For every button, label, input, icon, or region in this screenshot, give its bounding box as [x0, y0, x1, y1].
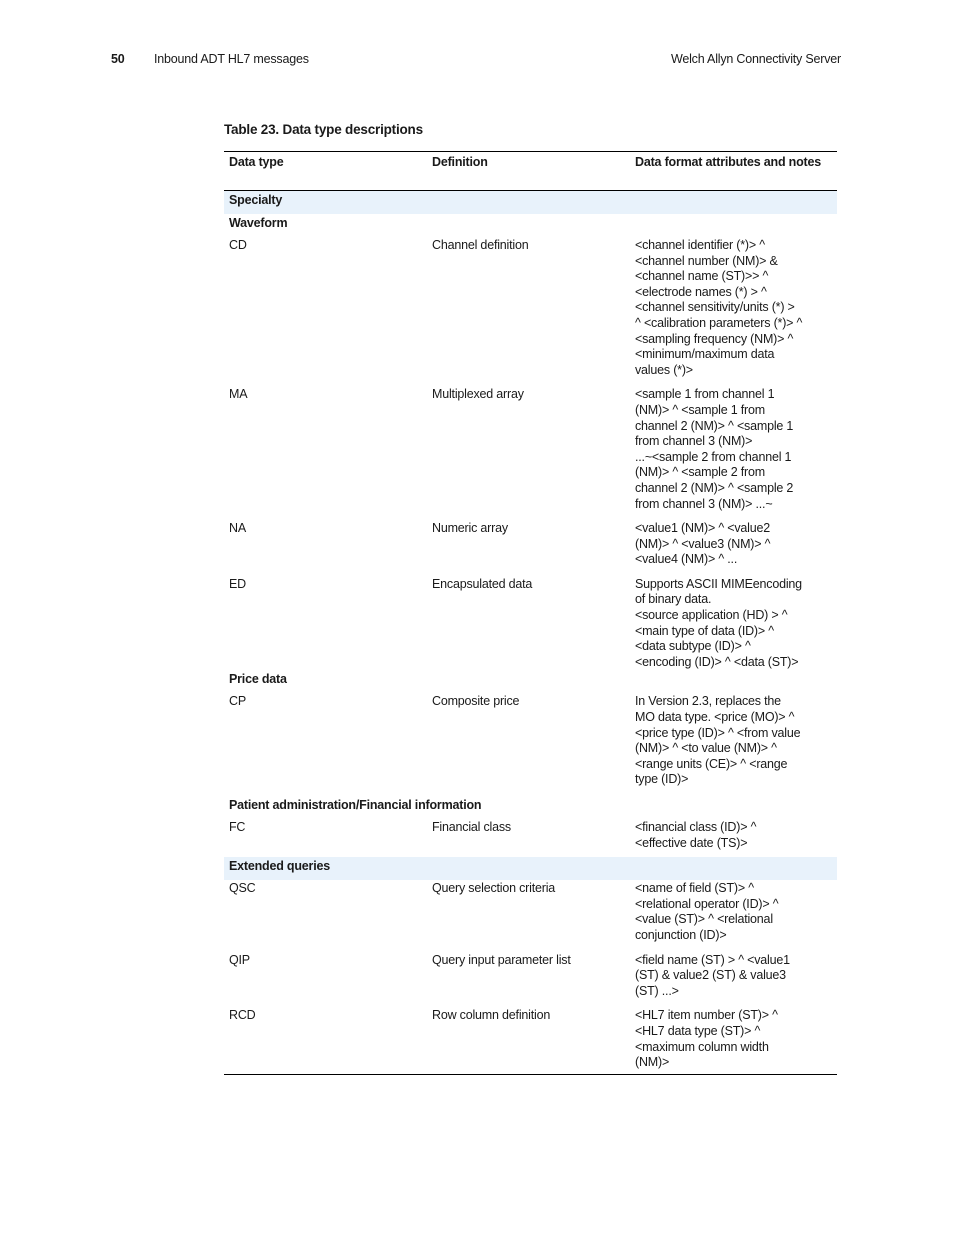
cell-type: CP — [229, 694, 246, 709]
cell-definition: Encapsulated data — [432, 576, 533, 591]
subgroup-patient-administration: Patient administration/Financial information — [229, 798, 482, 812]
cell-type: NA — [229, 521, 246, 536]
cell-notes: In Version 2.3, replaces the MO data type. <price (MO)> ^ <price type (ID)> ^ <from value (NM)> ^ <to value (NM)> ^ <range units (CE)> ^ <range type (ID)> — [635, 694, 801, 787]
cell-type: FC — [229, 820, 246, 834]
cell-definition: Query selection criteria — [432, 881, 556, 896]
column-header-data-type: Data type — [229, 155, 284, 169]
table-header-row — [224, 152, 837, 191]
group-specialty: Specialty — [224, 191, 837, 214]
cell-notes: <name of field (ST)> ^ <relational operator (ID)> ^ <value (ST)> ^ <relational conjunction (ID)> — [635, 881, 779, 942]
cell-definition: Channel definition — [432, 238, 529, 252]
cell-notes: <channel identifier (*)> ^ <channel number (NM)> & <channel name (ST)>> ^ <electrode names (*) > ^ <channel sensitivity/units (*) > ^ <calibration parameters (*)> ^ <sampling frequency (NM)> ^ <minimum/maximum data values (*)> — [635, 238, 803, 377]
section-title: Inbound ADT HL7 messages — [154, 52, 309, 66]
table-caption: Table 23. Data type descriptions — [224, 122, 423, 137]
table-row — [224, 386, 837, 520]
cell-definition: Multiplexed array — [432, 387, 524, 402]
page-number: 50 — [111, 52, 125, 66]
cell-definition: Row column definition — [432, 1008, 551, 1023]
cell-definition: Query input parameter list — [432, 952, 571, 967]
table-row — [224, 693, 837, 796]
subgroup-waveform: Waveform — [229, 216, 288, 230]
column-header-definition: Definition — [432, 155, 488, 169]
column-header-notes: Data format attributes and notes — [635, 155, 821, 169]
cell-type: QIP — [229, 952, 250, 967]
table-row — [224, 237, 837, 386]
cell-type: MA — [229, 387, 248, 402]
cell-definition: Financial class — [432, 820, 511, 834]
table-row — [224, 880, 837, 951]
cell-notes: <value1 (NM)> ^ <value2 (NM)> ^ <value3 (NM)> ^ <value4 (NM)> ^ ... — [635, 521, 771, 567]
data-type-table — [224, 151, 837, 1075]
cell-notes: <sample 1 from channel 1 (NM)> ^ <sample 1 from channel 2 (NM)> ^ <sample 1 from channel 3 (NM)> ...~<sample 2 from channel 1 (NM)> ^ <sample 2 from channel 2 (NM)> ^ <sample 2 from channel 3 (NM)> ...~ — [635, 387, 794, 511]
product-title: Welch Allyn Connectivity Server — [670, 52, 841, 66]
cell-type: ED — [229, 576, 246, 591]
table-row — [224, 952, 837, 1008]
subgroup-price-data: Price data — [229, 672, 287, 687]
cell-type: RCD — [229, 1008, 256, 1023]
cell-definition: Numeric array — [432, 521, 508, 536]
cell-notes: Supports ASCII MIMEencoding of binary data. <source application (HD) > ^ <main type of data (ID)> ^ <data subtype (ID)> ^ <encoding (ID)> ^ <data (ST)> — [635, 576, 802, 669]
table-row — [224, 1007, 837, 1073]
cell-type: CD — [229, 238, 247, 252]
cell-notes: <HL7 item number (ST)> ^ <HL7 data type (ST)> ^ <maximum column width (NM)> — [635, 1008, 778, 1070]
cell-notes: <field name (ST) > ^ <value1 (ST) & value2 (ST) & value3 (ST) ...> — [635, 952, 790, 998]
cell-definition: Composite price — [432, 694, 520, 709]
cell-type: QSC — [229, 881, 256, 896]
table-row — [224, 520, 837, 576]
table-row — [224, 576, 837, 671]
group-extended-queries: Extended queries — [224, 857, 837, 880]
table-row — [224, 819, 837, 851]
cell-notes: <financial class (ID)> ^ <effective date (TS)> — [635, 820, 757, 850]
